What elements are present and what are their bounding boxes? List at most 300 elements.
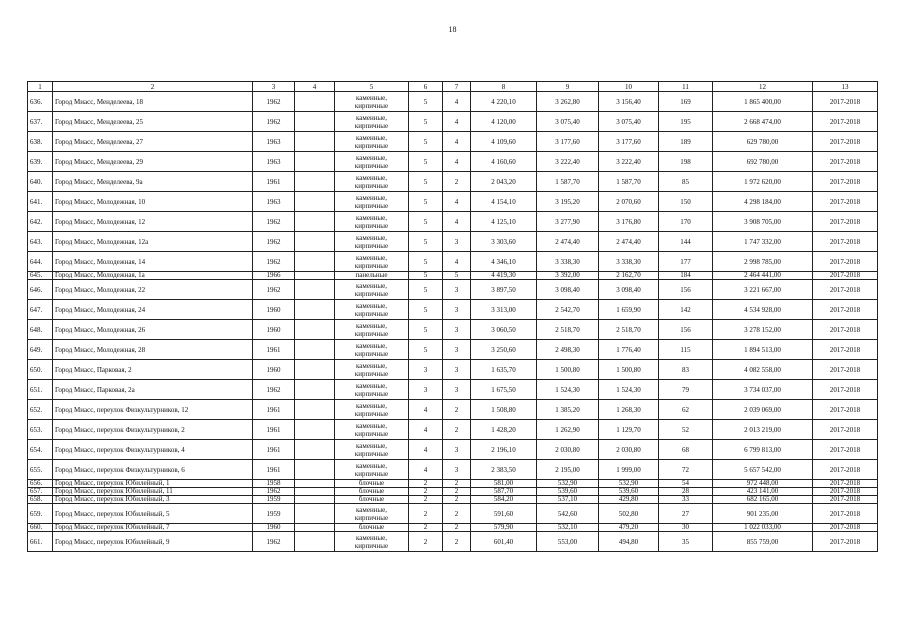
total-area-cell: 591,60 [471, 504, 537, 524]
wall-material-line: блочные [358, 487, 385, 495]
living-area-cell: 532,10 [537, 524, 599, 532]
residents-cell: 33 [659, 496, 713, 504]
wall-material-line: каменные, [356, 193, 387, 202]
column-4-cell [295, 172, 335, 192]
entrances-cell: 4 [443, 252, 471, 272]
wall-material-line: каменные, [356, 321, 387, 330]
wall-material-cell [335, 132, 409, 152]
living-area-cell: 2 474,40 [537, 232, 599, 252]
wall-material-line: кирпичные [354, 449, 389, 458]
year-cell: 1962 [253, 212, 295, 232]
wall-material-cell [335, 360, 409, 380]
row-number-cell: 642. [28, 212, 53, 232]
floors-cell: 3 [409, 360, 443, 380]
wall-material-line: блочные [358, 523, 385, 531]
table-row [28, 420, 878, 440]
total-area-cell: 581,00 [471, 480, 537, 488]
floors-cell: 5 [409, 340, 443, 360]
wall-material-cell [335, 488, 409, 496]
row-number-cell: 640. [28, 172, 53, 192]
repair-period-cell: 2017-2018 [813, 232, 878, 252]
address-cell: Город Миасс, переулок Юбилейный, 7 [53, 524, 253, 532]
column-4-cell [295, 524, 335, 532]
repair-period-cell: 2017-2018 [813, 300, 878, 320]
total-area-cell: 2 196,10 [471, 440, 537, 460]
repair-period-cell: 2017-2018 [813, 504, 878, 524]
repair-period-cell: 2017-2018 [813, 480, 878, 488]
table-row [28, 360, 878, 380]
repair-period-cell: 2017-2018 [813, 400, 878, 420]
column-header-10: 10 [599, 82, 659, 92]
living-area-cell: 542,60 [537, 504, 599, 524]
repair-period-cell: 2017-2018 [813, 340, 878, 360]
table-row [28, 152, 878, 172]
repair-period-cell: 2017-2018 [813, 532, 878, 552]
wall-material-line: панельные [355, 271, 388, 279]
row-number-cell: 654. [28, 440, 53, 460]
private-area-cell: 532,90 [599, 480, 659, 488]
repair-cost-cell: 4 082 558,00 [713, 360, 813, 380]
table-row [28, 480, 878, 488]
column-header-6: 6 [409, 82, 443, 92]
repair-cost-cell: 4 534 928,00 [713, 300, 813, 320]
wall-material-cell [335, 300, 409, 320]
entrances-cell: 2 [443, 496, 471, 504]
repair-cost-cell: 2 039 069,00 [713, 400, 813, 420]
living-area-cell: 2 030,80 [537, 440, 599, 460]
entrances-cell: 2 [443, 420, 471, 440]
table-row [28, 504, 878, 524]
residents-cell: 177 [659, 252, 713, 272]
wall-material-cell [335, 440, 409, 460]
address-cell: Город Миасс, Молодежная, 22 [53, 280, 253, 300]
wall-material-cell [335, 272, 409, 280]
column-4-cell [295, 300, 335, 320]
row-number-cell: 637. [28, 112, 53, 132]
floors-cell: 5 [409, 112, 443, 132]
wall-material-line: каменные, [356, 233, 387, 242]
column-header-13: 13 [813, 82, 878, 92]
repair-cost-cell: 1 972 620,00 [713, 172, 813, 192]
living-area-cell: 2 195,00 [537, 460, 599, 480]
page-number: 18 [448, 25, 457, 34]
floors-cell: 5 [409, 212, 443, 232]
table-row [28, 340, 878, 360]
entrances-cell: 4 [443, 192, 471, 212]
total-area-cell: 4 419,30 [471, 272, 537, 280]
living-area-cell: 553,00 [537, 532, 599, 552]
repair-period-cell: 2017-2018 [813, 460, 878, 480]
residents-cell: 198 [659, 152, 713, 172]
column-4-cell [295, 232, 335, 252]
wall-material-line: кирпичные [354, 201, 389, 210]
repair-period-cell: 2017-2018 [813, 380, 878, 400]
year-cell: 1961 [253, 460, 295, 480]
table-row [28, 460, 878, 480]
floors-cell: 4 [409, 420, 443, 440]
row-number-cell: 651. [28, 380, 53, 400]
entrances-cell: 4 [443, 112, 471, 132]
residents-cell: 79 [659, 380, 713, 400]
residents-cell: 189 [659, 132, 713, 152]
residents-cell: 85 [659, 172, 713, 192]
wall-material-cell [335, 280, 409, 300]
address-cell: Город Миасс, Менделеева, 27 [53, 132, 253, 152]
private-area-cell: 2 162,70 [599, 272, 659, 280]
total-area-cell: 3 303,60 [471, 232, 537, 252]
wall-material-line: каменные, [356, 533, 387, 542]
living-area-cell: 3 075,40 [537, 112, 599, 132]
wall-material-cell [335, 420, 409, 440]
wall-material-line: каменные, [356, 361, 387, 370]
table-row [28, 192, 878, 212]
table-row [28, 300, 878, 320]
table-row [28, 320, 878, 340]
residents-cell: 169 [659, 92, 713, 112]
living-area-cell: 3 277,90 [537, 212, 599, 232]
column-4-cell [295, 380, 335, 400]
year-cell: 1961 [253, 172, 295, 192]
wall-material-line: кирпичные [354, 329, 389, 338]
entrances-cell: 4 [443, 132, 471, 152]
address-cell: Город Миасс, Молодежная, 24 [53, 300, 253, 320]
year-cell: 1959 [253, 504, 295, 524]
private-area-cell: 479,20 [599, 524, 659, 532]
floors-cell: 4 [409, 440, 443, 460]
address-cell: Город Миасс, Менделеева, 18 [53, 92, 253, 112]
residents-cell: 144 [659, 232, 713, 252]
address-cell: Город Миасс, Молодежная, 28 [53, 340, 253, 360]
residents-cell: 195 [659, 112, 713, 132]
wall-material-cell [335, 192, 409, 212]
column-4-cell [295, 272, 335, 280]
living-area-cell: 1 262,90 [537, 420, 599, 440]
private-area-cell: 1 587,70 [599, 172, 659, 192]
repair-cost-cell: 6 799 813,00 [713, 440, 813, 460]
wall-material-cell [335, 380, 409, 400]
repair-cost-cell: 629 780,00 [713, 132, 813, 152]
residents-cell: 115 [659, 340, 713, 360]
table-row [28, 496, 878, 504]
row-number-cell: 655. [28, 460, 53, 480]
wall-material-line: кирпичные [354, 369, 389, 378]
wall-material-cell [335, 92, 409, 112]
entrances-cell: 3 [443, 340, 471, 360]
wall-material-cell [335, 504, 409, 524]
living-area-cell: 3 177,60 [537, 132, 599, 152]
year-cell: 1958 [253, 480, 295, 488]
wall-material-line: кирпичные [354, 241, 389, 250]
table-row [28, 172, 878, 192]
table-row [28, 252, 878, 272]
address-cell: Город Миасс, переулок Физкультурников, 12 [53, 400, 253, 420]
total-area-cell: 601,40 [471, 532, 537, 552]
total-area-cell: 2 043,20 [471, 172, 537, 192]
address-cell: Город Миасс, Менделеева, 25 [53, 112, 253, 132]
total-area-cell: 4 120,00 [471, 112, 537, 132]
year-cell: 1963 [253, 192, 295, 212]
entrances-cell: 3 [443, 300, 471, 320]
row-number-cell: 659. [28, 504, 53, 524]
column-number-row [28, 82, 878, 92]
wall-material-cell [335, 232, 409, 252]
column-4-cell [295, 440, 335, 460]
year-cell: 1960 [253, 360, 295, 380]
column-4-cell [295, 420, 335, 440]
column-header-9: 9 [537, 82, 599, 92]
private-area-cell: 3 098,40 [599, 280, 659, 300]
column-4-cell [295, 132, 335, 152]
living-area-cell: 2 498,30 [537, 340, 599, 360]
repair-period-cell: 2017-2018 [813, 192, 878, 212]
column-header-7: 7 [443, 82, 471, 92]
row-number-cell: 650. [28, 360, 53, 380]
wall-material-cell [335, 460, 409, 480]
year-cell: 1961 [253, 440, 295, 460]
address-cell: Город Миасс, Молодежная, 26 [53, 320, 253, 340]
column-header-3: 3 [253, 82, 295, 92]
floors-cell: 2 [409, 480, 443, 488]
floors-cell: 5 [409, 192, 443, 212]
row-number-cell: 647. [28, 300, 53, 320]
total-area-cell: 1 428,20 [471, 420, 537, 440]
repair-period-cell: 2017-2018 [813, 272, 878, 280]
repair-cost-cell: 901 235,00 [713, 504, 813, 524]
wall-material-line: каменные, [356, 381, 387, 390]
year-cell: 1962 [253, 92, 295, 112]
total-area-cell: 587,70 [471, 488, 537, 496]
column-4-cell [295, 480, 335, 488]
address-cell: Город Миасс, переулок Юбилейный, 9 [53, 532, 253, 552]
row-number-cell: 641. [28, 192, 53, 212]
entrances-cell: 3 [443, 232, 471, 252]
floors-cell: 3 [409, 380, 443, 400]
wall-material-line: каменные, [356, 213, 387, 222]
wall-material-line: блочные [358, 495, 385, 503]
repair-cost-cell: 1 747 332,00 [713, 232, 813, 252]
repair-period-cell: 2017-2018 [813, 152, 878, 172]
living-area-cell: 3 222,40 [537, 152, 599, 172]
private-area-cell: 502,80 [599, 504, 659, 524]
repair-period-cell: 2017-2018 [813, 92, 878, 112]
floors-cell: 5 [409, 132, 443, 152]
year-cell: 1962 [253, 112, 295, 132]
entrances-cell: 3 [443, 460, 471, 480]
total-area-cell: 4 160,60 [471, 152, 537, 172]
address-cell: Город Миасс, Молодежная, 12 [53, 212, 253, 232]
total-area-cell: 1 508,80 [471, 400, 537, 420]
floors-cell: 5 [409, 172, 443, 192]
address-cell: Город Миасс, переулок Юбилейный, 5 [53, 504, 253, 524]
wall-material-cell [335, 212, 409, 232]
wall-material-line: каменные, [356, 341, 387, 350]
column-4-cell [295, 340, 335, 360]
wall-material-line: кирпичные [354, 289, 389, 298]
living-area-cell: 3 195,20 [537, 192, 599, 212]
floors-cell: 5 [409, 320, 443, 340]
repair-period-cell: 2017-2018 [813, 212, 878, 232]
table-row [28, 532, 878, 552]
private-area-cell: 2 518,70 [599, 320, 659, 340]
repair-cost-cell: 423 141,00 [713, 488, 813, 496]
year-cell: 1962 [253, 232, 295, 252]
column-4-cell [295, 400, 335, 420]
wall-material-line: кирпичные [354, 101, 389, 110]
repair-cost-cell: 972 448,00 [713, 480, 813, 488]
private-area-cell: 3 177,60 [599, 132, 659, 152]
floors-cell: 4 [409, 460, 443, 480]
total-area-cell: 3 897,50 [471, 280, 537, 300]
entrances-cell: 5 [443, 272, 471, 280]
entrances-cell: 3 [443, 360, 471, 380]
table-row [28, 132, 878, 152]
address-cell: Город Миасс, переулок Юбилейный, 3 [53, 496, 253, 504]
floors-cell: 5 [409, 252, 443, 272]
housing-register-table [27, 81, 878, 552]
year-cell: 1961 [253, 340, 295, 360]
floors-cell: 2 [409, 532, 443, 552]
table-row [28, 380, 878, 400]
wall-material-cell [335, 480, 409, 488]
living-area-cell: 1 524,30 [537, 380, 599, 400]
wall-material-line: кирпичные [354, 121, 389, 130]
address-cell: Город Миасс, переулок Юбилейный, 1 [53, 480, 253, 488]
wall-material-line: каменные, [356, 421, 387, 430]
wall-material-line: каменные, [356, 173, 387, 182]
year-cell: 1960 [253, 320, 295, 340]
entrances-cell: 3 [443, 320, 471, 340]
row-number-cell: 638. [28, 132, 53, 152]
row-number-cell: 660. [28, 524, 53, 532]
entrances-cell: 2 [443, 172, 471, 192]
column-4-cell [295, 496, 335, 504]
total-area-cell: 2 383,50 [471, 460, 537, 480]
repair-period-cell: 2017-2018 [813, 320, 878, 340]
floors-cell: 5 [409, 272, 443, 280]
private-area-cell: 1 999,00 [599, 460, 659, 480]
wall-material-line: каменные, [356, 301, 387, 310]
private-area-cell: 3 176,80 [599, 212, 659, 232]
entrances-cell: 3 [443, 440, 471, 460]
repair-cost-cell: 4 298 184,00 [713, 192, 813, 212]
repair-period-cell: 2017-2018 [813, 440, 878, 460]
repair-cost-cell: 1 894 513,00 [713, 340, 813, 360]
floors-cell: 2 [409, 524, 443, 532]
wall-material-line: кирпичные [354, 429, 389, 438]
private-area-cell: 1 268,30 [599, 400, 659, 420]
private-area-cell: 1 129,70 [599, 420, 659, 440]
private-area-cell: 2 474,40 [599, 232, 659, 252]
floors-cell: 2 [409, 488, 443, 496]
address-cell: Город Миасс, Молодежная, 1а [53, 272, 253, 280]
private-area-cell: 429,80 [599, 496, 659, 504]
column-4-cell [295, 280, 335, 300]
entrances-cell: 3 [443, 280, 471, 300]
private-area-cell: 3 222,40 [599, 152, 659, 172]
repair-period-cell: 2017-2018 [813, 420, 878, 440]
table-row [28, 524, 878, 532]
column-4-cell [295, 192, 335, 212]
column-header-8: 8 [471, 82, 537, 92]
address-cell: Город Миасс, Молодежная, 14 [53, 252, 253, 272]
repair-cost-cell: 3 221 667,00 [713, 280, 813, 300]
address-cell: Город Миасс, Парковая, 2а [53, 380, 253, 400]
table-row [28, 232, 878, 252]
column-header-12: 12 [713, 82, 813, 92]
repair-period-cell: 2017-2018 [813, 132, 878, 152]
year-cell: 1966 [253, 272, 295, 280]
floors-cell: 2 [409, 504, 443, 524]
column-4-cell [295, 320, 335, 340]
residents-cell: 27 [659, 504, 713, 524]
address-cell: Город Миасс, Парковая, 2 [53, 360, 253, 380]
repair-cost-cell: 1 022 033,00 [713, 524, 813, 532]
residents-cell: 72 [659, 460, 713, 480]
total-area-cell: 584,20 [471, 496, 537, 504]
year-cell: 1963 [253, 132, 295, 152]
residents-cell: 156 [659, 320, 713, 340]
living-area-cell: 3 262,80 [537, 92, 599, 112]
living-area-cell: 2 518,70 [537, 320, 599, 340]
private-area-cell: 2 030,80 [599, 440, 659, 460]
table-row [28, 280, 878, 300]
address-cell: Город Миасс, Менделеева, 29 [53, 152, 253, 172]
table-row [28, 400, 878, 420]
wall-material-cell [335, 496, 409, 504]
row-number-cell: 643. [28, 232, 53, 252]
column-4-cell [295, 92, 335, 112]
column-4-cell [295, 212, 335, 232]
total-area-cell: 3 313,00 [471, 300, 537, 320]
table-row [28, 488, 878, 496]
residents-cell: 54 [659, 480, 713, 488]
column-4-cell [295, 112, 335, 132]
table-row [28, 212, 878, 232]
wall-material-cell [335, 532, 409, 552]
year-cell: 1959 [253, 496, 295, 504]
residents-cell: 184 [659, 272, 713, 280]
repair-period-cell: 2017-2018 [813, 496, 878, 504]
entrances-cell: 4 [443, 152, 471, 172]
entrances-cell: 4 [443, 212, 471, 232]
column-4-cell [295, 460, 335, 480]
wall-material-line: каменные, [356, 113, 387, 122]
wall-material-line: кирпичные [354, 349, 389, 358]
column-4-cell [295, 532, 335, 552]
column-4-cell [295, 360, 335, 380]
wall-material-line: кирпичные [354, 261, 389, 270]
living-area-cell: 3 098,40 [537, 280, 599, 300]
wall-material-line: блочные [358, 479, 385, 487]
repair-cost-cell: 3 278 152,00 [713, 320, 813, 340]
wall-material-line: кирпичные [354, 309, 389, 318]
wall-material-cell [335, 172, 409, 192]
repair-cost-cell: 2 464 441,00 [713, 272, 813, 280]
row-number-cell: 656. [28, 480, 53, 488]
column-header-11: 11 [659, 82, 713, 92]
wall-material-line: кирпичные [354, 513, 389, 522]
year-cell: 1962 [253, 488, 295, 496]
private-area-cell: 3 156,40 [599, 92, 659, 112]
wall-material-line: каменные, [356, 253, 387, 262]
year-cell: 1962 [253, 532, 295, 552]
entrances-cell: 2 [443, 488, 471, 496]
row-number-cell: 646. [28, 280, 53, 300]
entrances-cell: 3 [443, 380, 471, 400]
residents-cell: 156 [659, 280, 713, 300]
floors-cell: 5 [409, 92, 443, 112]
wall-material-cell [335, 252, 409, 272]
